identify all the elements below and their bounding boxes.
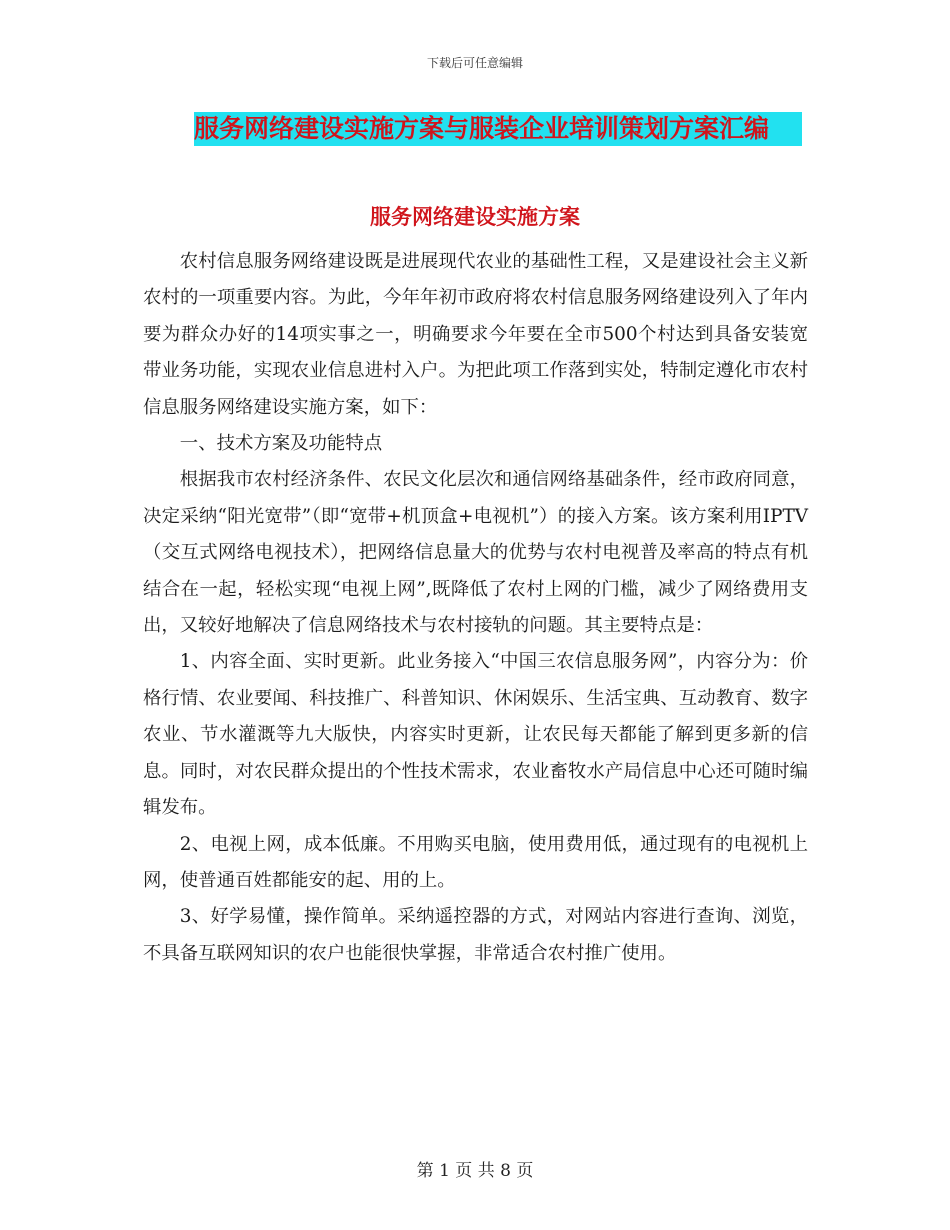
paragraph: 一、技术方案及功能特点 bbox=[179, 433, 383, 455]
paragraph: 3、好学易懂，操作简单。采纳遥控器的方式，对网站内容进行查询、浏览，不具备互联网知识的农户也能很快掌握，非常适合农村推广使用。 bbox=[143, 906, 808, 964]
section-title: 服务网络建设实施方案 bbox=[370, 204, 580, 229]
paragraph: 根据我市农村经济条件、农民文化层次和通信网络基础条件，经市政府同意，决定采纳“阳光宽带”（即“宽带+机顶盒+电视机”）的接入方案。该方案利用IPTV（交互式网络电视技术），把网络信息量大的优势与农村电视普及率高的特点有机结合在一起，轻松实现“电视上网”,既降低了农村上网的门槛，减少了网络费用支出，又较好地解决了信息网络技术与农村接轨的问题。其主要特点是： bbox=[143, 469, 808, 637]
paragraph: 2、电视上网，成本低廉。不用购买电脑，使用费用低，通过现有的电视机上网，使普通百姓都能安的起、用的上。 bbox=[143, 833, 808, 891]
paragraph: 1、内容全面、实时更新。此业务接入“中国三农信息服务网”，内容分为：价格行情、农业要闻、科技推广、科普知识、休闲娱乐、生活宝典、互动教育、数字农业、节水灌溉等九大版快，内容实时更新，让农民每天都能了解到更多新的信息。同时，对农民群众提出的个性技术需求，农业畜牧水产局信息中心还可随时编辑发布。 bbox=[143, 651, 808, 819]
document-title: 服务网络建设实施方案与服装企业培训策划方案汇编 bbox=[194, 112, 802, 146]
header-note: 下载后可任意编辑 bbox=[426, 56, 523, 70]
document-body bbox=[143, 244, 808, 972]
paragraph: 农村信息服务网络建设既是进展现代农业的基础性工程，又是建设社会主义新农村的一项重要内容。为此，今年年初市政府将农村信息服务网络建设列入了年内要为群众办好的14项实事之一，明确要求今年要在全市500个村达到具备安装宽带业务功能，实现农业信息进村入户。为把此项工作落到实处，特制定遵化市农村信息服务网络建设实施方案，如下： bbox=[143, 251, 808, 418]
page-number: 第 1 页 共 8 页 bbox=[416, 1161, 534, 1181]
